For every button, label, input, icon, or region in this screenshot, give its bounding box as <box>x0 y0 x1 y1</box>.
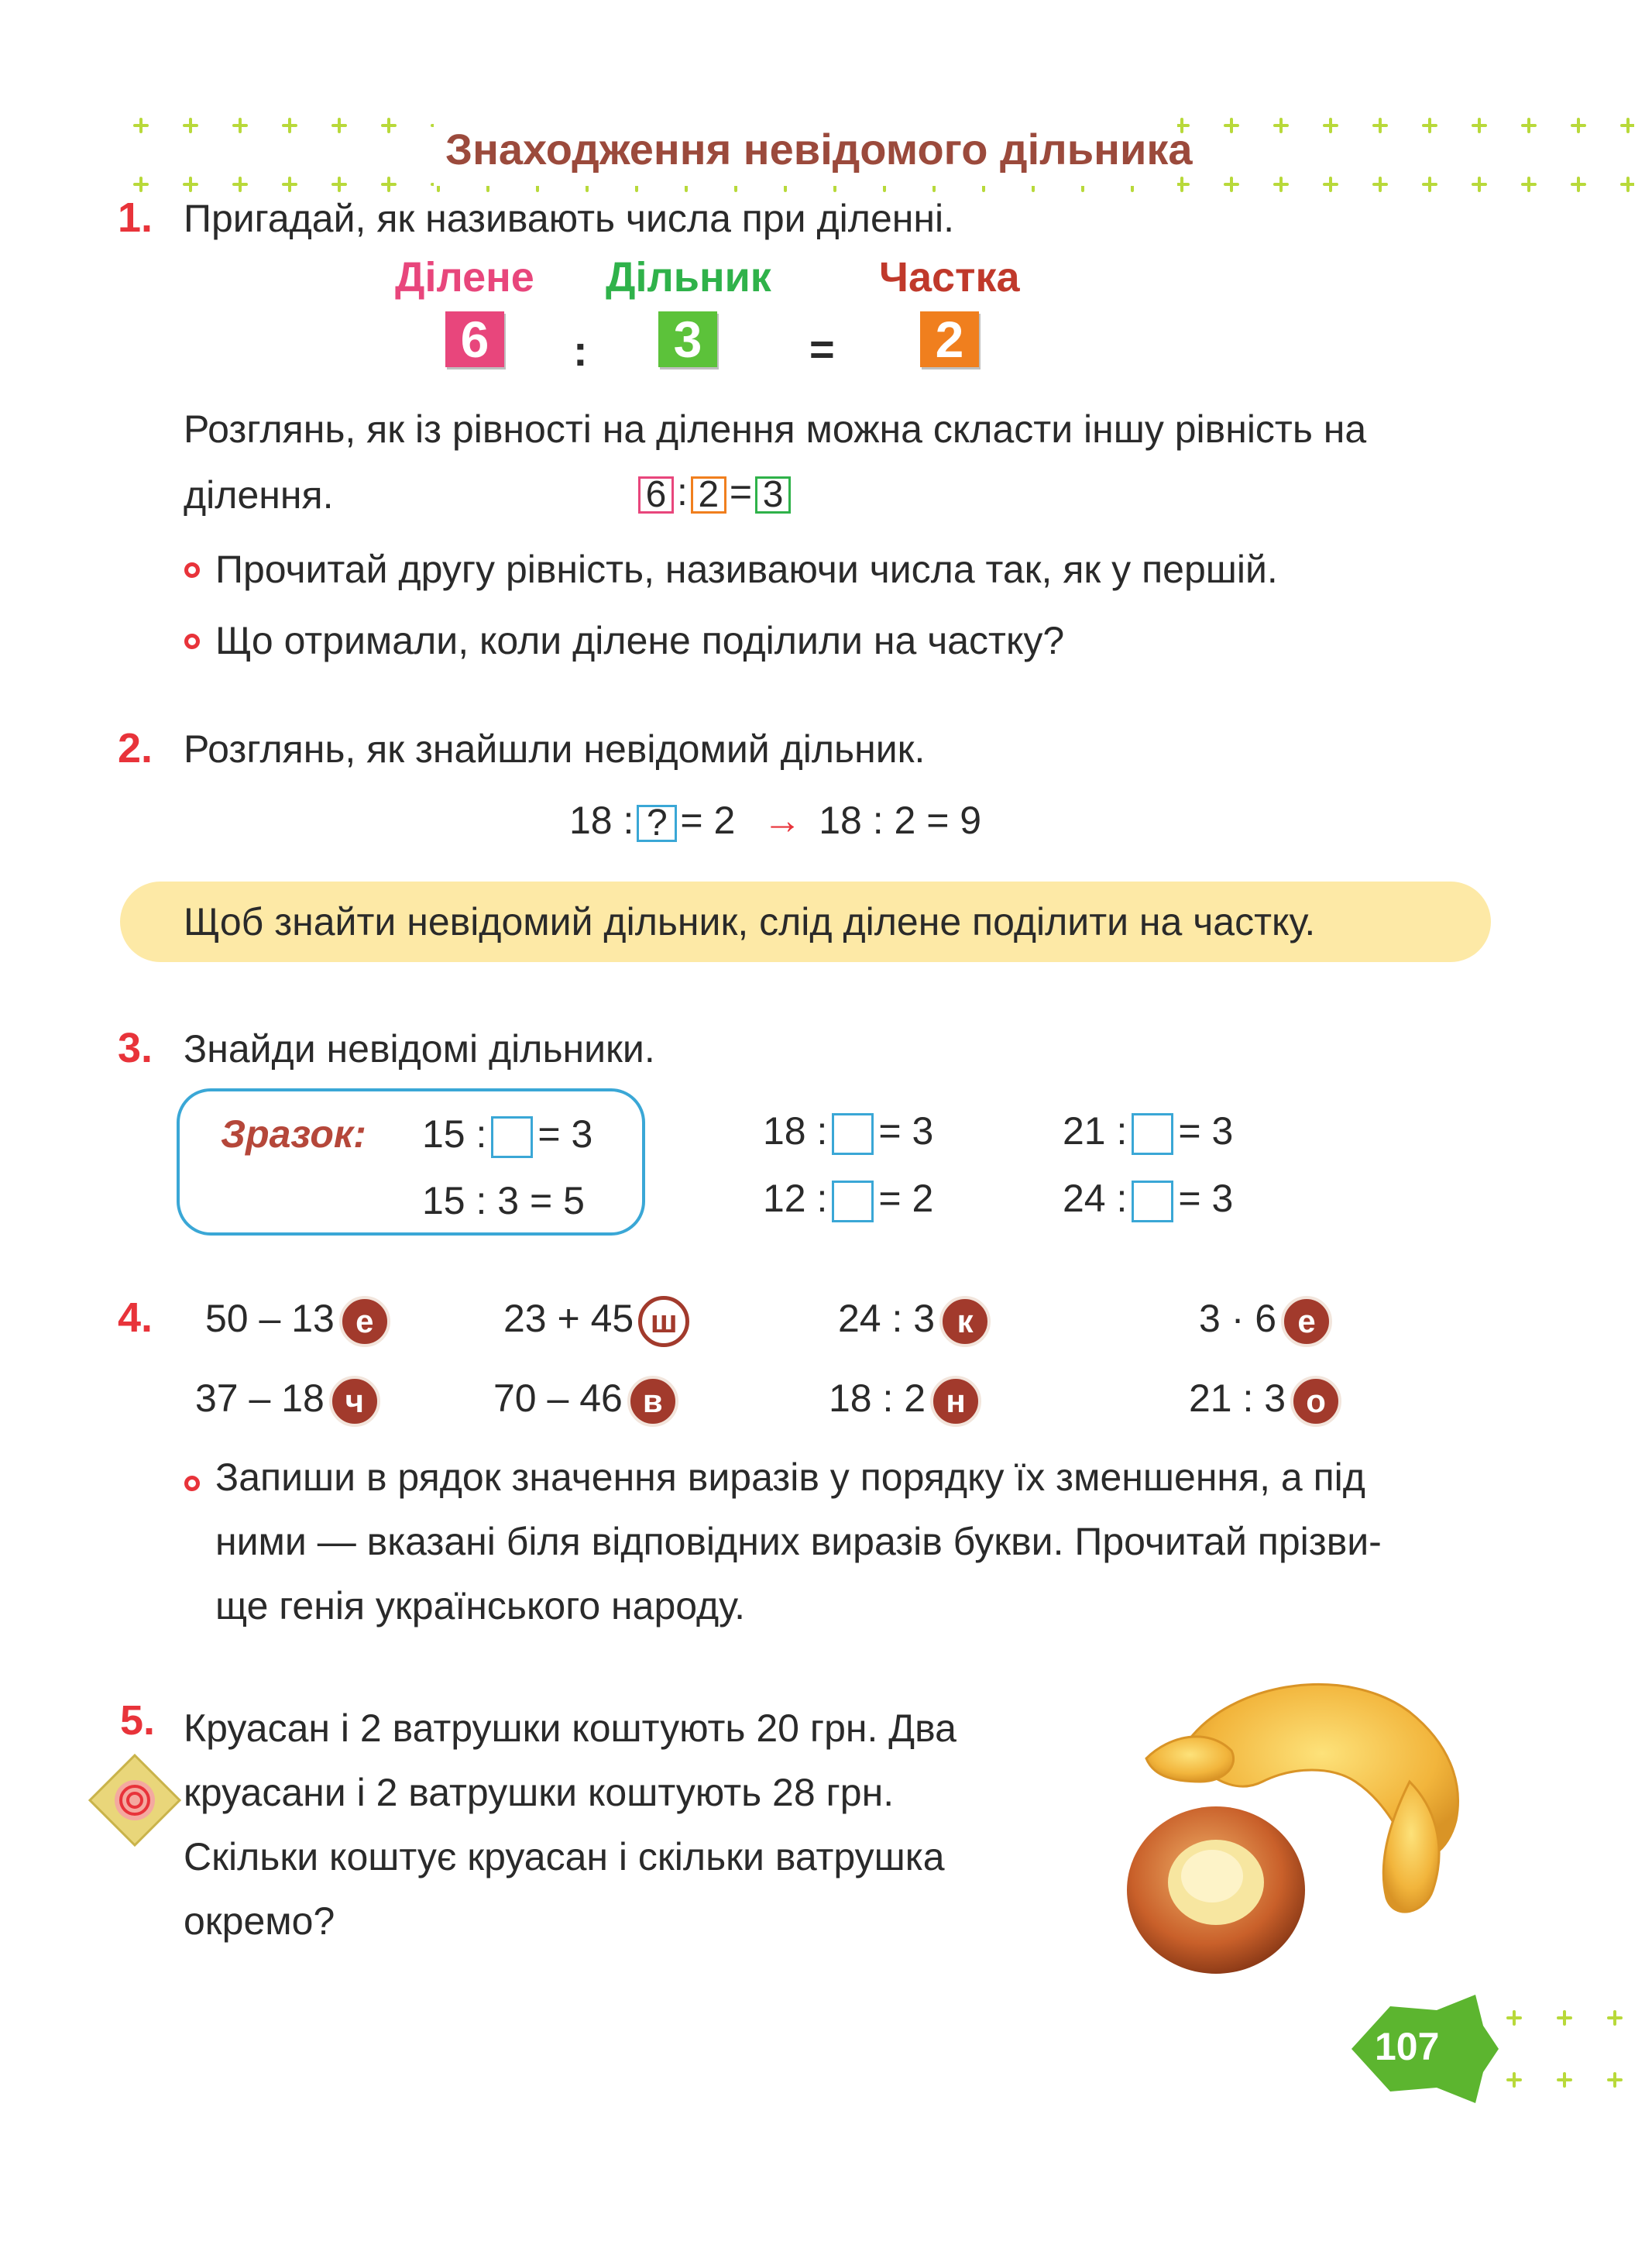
task-1-text: Пригадай, як називають числа при діленні. <box>184 197 954 240</box>
letter-badge: е <box>339 1296 390 1347</box>
blank-box <box>832 1113 874 1155</box>
bullet-icon <box>184 1476 200 1491</box>
task-1-text2-line1: Розглянь, як із рівності на ділення можна скласти іншу рівність на <box>184 407 1367 451</box>
divisor-box: 3 <box>658 311 717 367</box>
arrow-right-icon: → <box>763 799 802 842</box>
label-divisor: Дільник <box>606 254 771 301</box>
letter-badge: ш <box>638 1296 689 1347</box>
letter-badge: н <box>930 1376 981 1427</box>
bullet-icon <box>184 562 200 578</box>
blank-box <box>832 1181 874 1222</box>
sample-line-1: 15 : = 3 <box>422 1109 592 1160</box>
task-1-number: 1. <box>118 194 153 241</box>
task-3-item-4: 24 : = 3 <box>1063 1174 1233 1224</box>
blank-box <box>1132 1181 1173 1222</box>
label-quotient: Частка <box>879 254 1020 301</box>
expression: 3 · 6 е <box>1199 1294 1332 1347</box>
eq2-eq-sign: = <box>729 470 753 514</box>
label-dividend: Ділене <box>395 254 534 301</box>
eq2-divisor-box: 3 <box>755 476 791 514</box>
task-3-item-3: 21 : = 3 <box>1063 1106 1233 1157</box>
task-1-bullet-1: Прочитай другу рівність, називаючи числа так, як у першій. <box>215 548 1278 591</box>
expression: 70 – 46 в <box>493 1373 678 1427</box>
task-3-item-1: 18 : = 3 <box>763 1106 933 1157</box>
expression: 21 : 3 о <box>1189 1373 1341 1427</box>
difficulty-diamond-icon <box>87 1752 183 1848</box>
letter-badge: о <box>1290 1376 1341 1427</box>
equals-sign: = <box>809 325 835 373</box>
task-2-result: 18 : 2 = 9 <box>819 799 982 842</box>
letter-badge: ч <box>329 1376 380 1427</box>
task-4-instruction: Запиши в рядок значення виразів у порядку їх зменшення, а під ними — вказані біля відповідних виразів букви. Прочитай прізви- ще генія українського народу. <box>215 1456 1382 1627</box>
bullet-icon <box>184 634 200 649</box>
dividend-box: 6 <box>445 311 504 367</box>
task-5-number: 5. <box>120 1697 156 1744</box>
blank-box <box>491 1116 533 1158</box>
rule-text: Щоб знайти невідомий дільник, слід ділене поділити на частку. <box>184 900 1316 943</box>
eq2-quotient-box: 2 <box>691 476 726 514</box>
expression: 37 – 18 ч <box>195 1373 380 1427</box>
croissant-and-bun-image <box>1100 1665 1503 1991</box>
task-1-bullet-2: Що отримали, коли ділене поділили на частку? <box>215 619 1065 662</box>
sample-label: Зразок: <box>221 1112 366 1156</box>
unknown-divisor-box: ? <box>637 805 677 842</box>
blank-box <box>1132 1113 1173 1155</box>
expression: 24 : 3 к <box>838 1294 991 1347</box>
task-3-item-2: 12 : = 2 <box>763 1174 933 1224</box>
task-1-text2-line2: ділення. <box>184 473 334 517</box>
page-title: Знаходження невідомого дільника <box>445 125 1193 174</box>
expression: 50 – 13 е <box>205 1294 390 1347</box>
task-2-text: Розглянь, як знайшли невідомий дільник. <box>184 727 926 771</box>
letter-badge: к <box>939 1296 991 1347</box>
letter-badge: е <box>1281 1296 1332 1347</box>
division-sign: : <box>573 326 588 375</box>
task-2-right: = 2 <box>680 799 736 842</box>
eq2-div-sign: : <box>677 470 688 514</box>
expression: 18 : 2 н <box>829 1373 981 1427</box>
quotient-box: 2 <box>920 311 979 367</box>
task-2-number: 2. <box>118 725 153 772</box>
task-2-equation <box>569 796 981 846</box>
sample-line-2: 15 : 3 = 5 <box>422 1179 585 1222</box>
task-3-text: Знайди невідомі дільники. <box>184 1027 655 1071</box>
task-3-number: 3. <box>118 1025 153 1071</box>
page-number: 107 <box>1375 2025 1440 2068</box>
letter-badge: в <box>627 1376 678 1427</box>
task-2-left: 18 : <box>569 799 634 842</box>
task-5-text: Круасан і 2 ватрушки коштують 20 грн. Два круасани і 2 ватрушки коштують 28 грн. Скільки коштує круасан і скільки ватрушка окремо? <box>184 1707 957 1943</box>
eq2-dividend-box: 6 <box>638 476 674 514</box>
task-4-number: 4. <box>118 1294 153 1341</box>
expression: 23 + 45 ш <box>503 1294 689 1347</box>
equation-2 <box>635 467 794 517</box>
